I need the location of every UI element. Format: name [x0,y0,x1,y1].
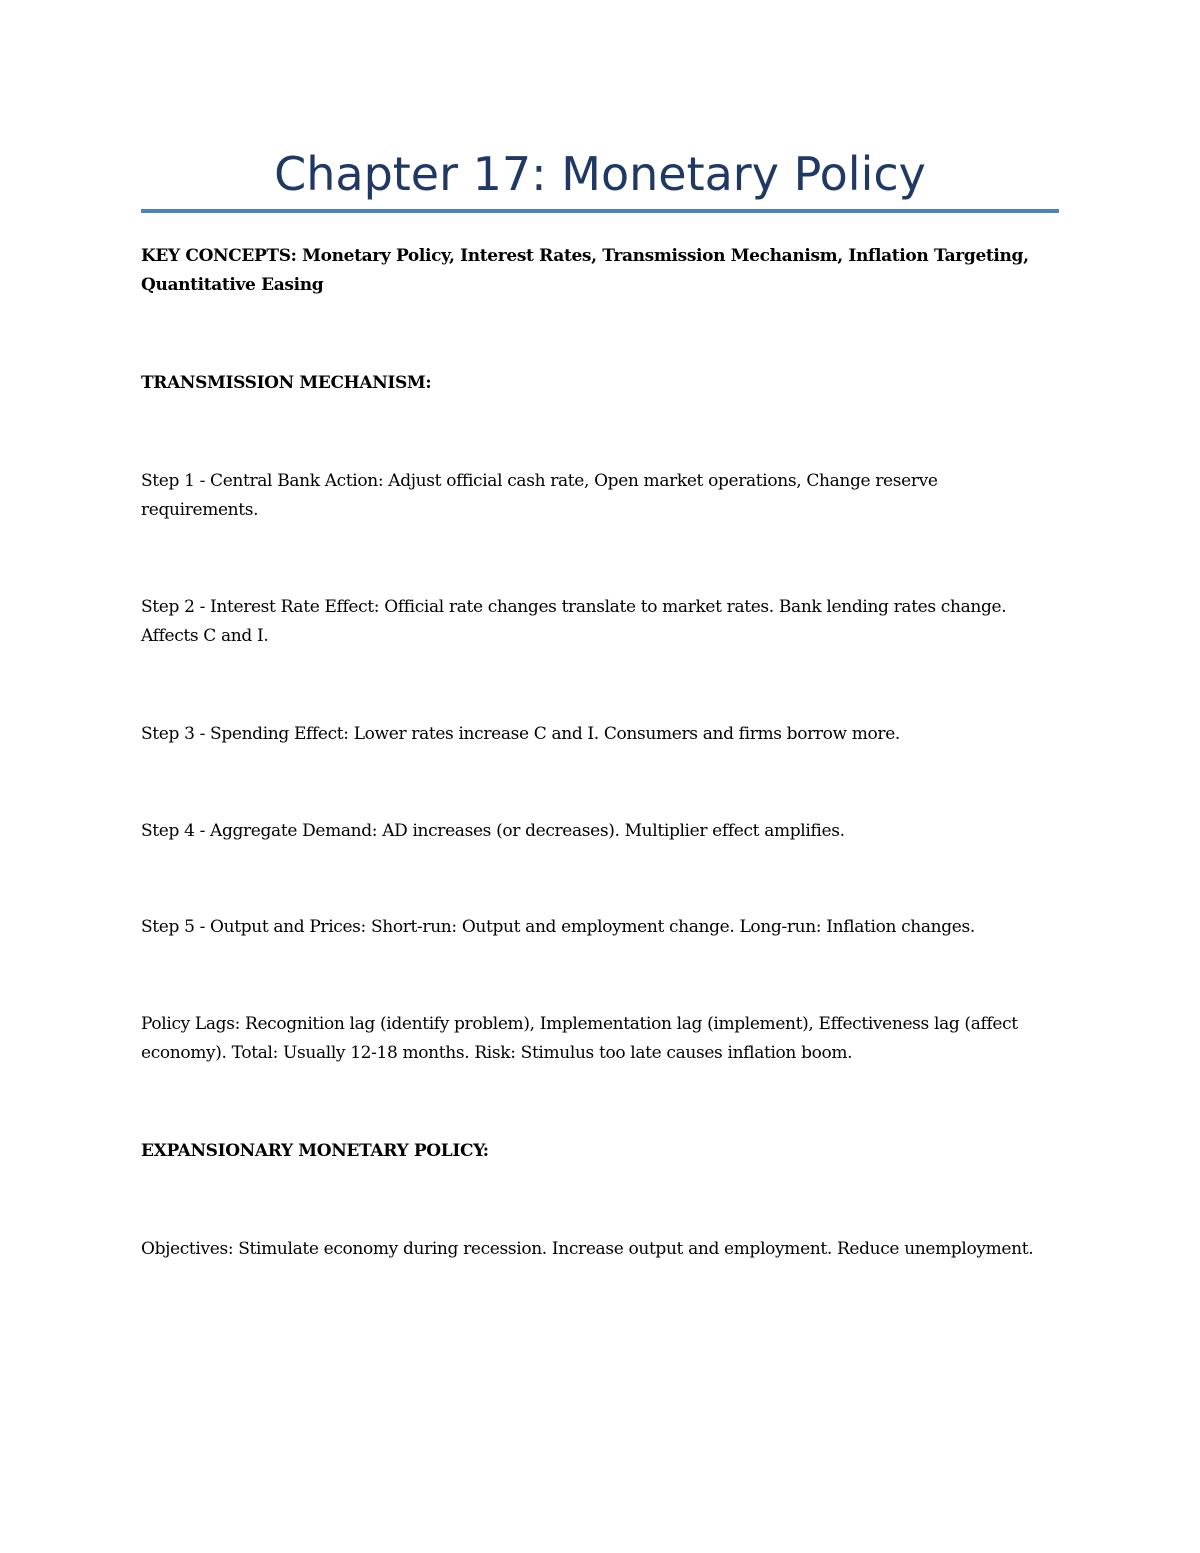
policy-lags-paragraph: Policy Lags: Recognition lag (identify problem), Implementation lag (implement), Effectiveness lag (affect economy). Total: Usually 12-18 months. Risk: Stimulus too late causes inflation boom. [141,1014,1018,1063]
step-2-paragraph: Step 2 - Interest Rate Effect: Official rate changes translate to market rates. Bank lending rates change. Affects C and I. [141,597,1007,646]
step-3-paragraph: Step 3 - Spending Effect: Lower rates increase C and I. Consumers and firms borrow more. [141,724,900,744]
expansionary-policy-heading: EXPANSIONARY MONETARY POLICY: [141,1141,489,1161]
step-5-paragraph: Step 5 - Output and Prices: Short-run: Output and employment change. Long-run: Inflation changes. [141,917,975,937]
title-underline [141,209,1059,213]
chapter-title: Chapter 17: Monetary Policy [274,147,926,201]
step-1-paragraph: Step 1 - Central Bank Action: Adjust official cash rate, Open market operations, Change reserve requirements. [141,471,938,520]
objectives-paragraph: Objectives: Stimulate economy during recession. Increase output and employment. Reduce unemployment. [141,1239,1034,1259]
transmission-mechanism-heading: TRANSMISSION MECHANISM: [141,373,432,393]
key-concepts: KEY CONCEPTS: Monetary Policy, Interest Rates, Transmission Mechanism, Inflation Targeting, Quantitative Easing [141,246,1029,295]
step-4-paragraph: Step 4 - Aggregate Demand: AD increases (or decreases). Multiplier effect amplifies. [141,821,845,841]
